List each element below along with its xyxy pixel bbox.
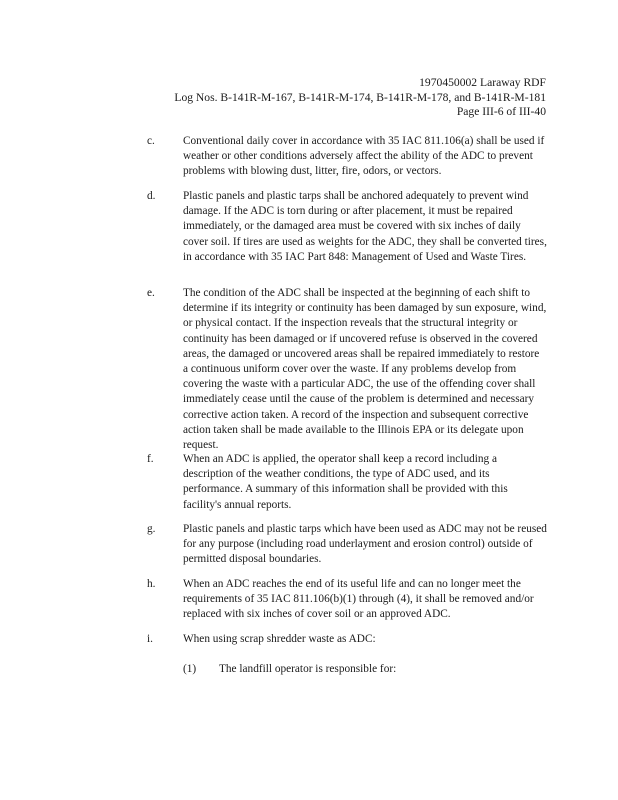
sub-item-1 xyxy=(183,662,543,677)
item-text: When using scrap shredder waste as ADC: xyxy=(183,633,376,645)
condition-item-g xyxy=(147,522,547,568)
item-letter: e. xyxy=(147,287,155,299)
item-letter: d. xyxy=(147,190,156,202)
condition-item-e xyxy=(147,286,547,453)
item-text: When an ADC reaches the end of its useful life and can no longer meet the requirements of 35 IAC 811.106(b)(1) through (4), it shall be removed and/or replaced with six inches of cover soil or an approved ADC. xyxy=(183,578,534,621)
item-letter: h. xyxy=(147,578,156,590)
condition-item-f xyxy=(147,452,547,513)
sub-item-text: The landfill operator is responsible for: xyxy=(219,663,397,675)
header-page-number: Page III-6 of III-40 xyxy=(456,105,546,118)
item-text: Plastic panels and plastic tarps shall be anchored adequately to prevent wind damage. If the ADC is torn during or after placement, it must be repaired immediately, or the damaged area must be covered with six inches of daily cover soil. If tires are used as weights for the ADC, they shall be converted tires, in accordance with 35 IAC Part 848: Management of Used and Waste Tires. xyxy=(183,190,547,263)
item-letter: i. xyxy=(147,633,153,645)
sub-item-number: (1) xyxy=(183,663,197,675)
header-facility-id: 1970450002 Laraway RDF xyxy=(419,76,546,89)
condition-item-h xyxy=(147,577,547,623)
item-text: The condition of the ADC shall be inspected at the beginning of each shift to determine if its integrity or continuity has been damaged by sun exposure, wind, or physical contact. If the inspection reveals that the structural integrity or continuity has been damaged or if uncovered refuse is observed in the covered areas, the damaged or uncovered areas shall be repaired immediately to restore a continuous uniform cover over the waste. If any problems develop from covering the waste with a particular ADC, the use of the offending cover shall immediately cease until the cause of the problem is determined and necessary corrective action taken. A record of the inspection and subsequent corrective action taken shall be made available to the Illinois EPA or its delegate upon request. xyxy=(183,287,547,452)
item-text: When an ADC is applied, the operator shall keep a record including a description of the weather conditions, the type of ADC used, and its performance. A summary of this information shall be provided with this facility's annual reports. xyxy=(183,453,508,511)
item-text: Plastic panels and plastic tarps which have been used as ADC may not be reused for any purpose (including road underlayment and erosion control) outside of permitted disposal boundaries. xyxy=(183,523,547,566)
header-log-numbers: Log Nos. B-141R-M-167, B-141R-M-174, B-141R-M-178, and B-141R-M-181 xyxy=(174,90,546,104)
item-letter: f. xyxy=(147,453,154,465)
page-header xyxy=(174,76,546,120)
condition-item-c xyxy=(147,134,547,180)
condition-item-d xyxy=(147,189,547,265)
condition-item-i xyxy=(147,632,547,647)
item-text: Conventional daily cover in accordance with 35 IAC 811.106(a) shall be used if weather or other conditions adversely affect the ability of the ADC to prevent problems with blowing dust, litter, fire, odors, or vectors. xyxy=(183,135,545,178)
item-letter: g. xyxy=(147,523,156,535)
item-letter: c. xyxy=(147,135,155,147)
